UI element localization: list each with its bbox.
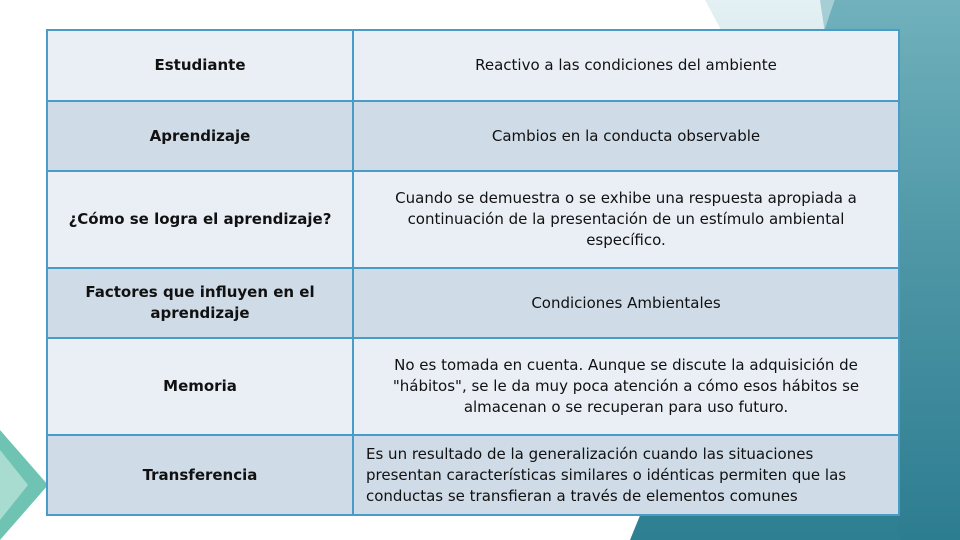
comparison-table xyxy=(46,29,900,516)
table-row-label: Factores que influyen en el aprendizaje xyxy=(48,269,352,337)
table-row-value: Reactivo a las condiciones del ambiente xyxy=(354,31,898,100)
table-row-label: Estudiante xyxy=(48,31,352,100)
table-row-value: Cuando se demuestra o se exhibe una respuesta apropiada a continuación de la presentación de un estímulo ambiental específico. xyxy=(354,172,898,267)
table-row-value: Es un resultado de la generalización cuando las situaciones presentan características similares o idénticas permiten que las conductas se transfieran a través de elementos comunes xyxy=(354,436,898,514)
table-row-value: No es tomada en cuenta. Aunque se discute la adquisición de "hábitos", se le da muy poca atención a cómo esos hábitos se almacenan o se recuperan para uso futuro. xyxy=(354,339,898,434)
table-row-value: Cambios en la conducta observable xyxy=(354,102,898,170)
table-row-label: Transferencia xyxy=(48,436,352,514)
table-row-label: Memoria xyxy=(48,339,352,434)
table-row-label: ¿Cómo se logra el aprendizaje? xyxy=(48,172,352,267)
table-row-label: Aprendizaje xyxy=(48,102,352,170)
table-row-value: Condiciones Ambientales xyxy=(354,269,898,337)
